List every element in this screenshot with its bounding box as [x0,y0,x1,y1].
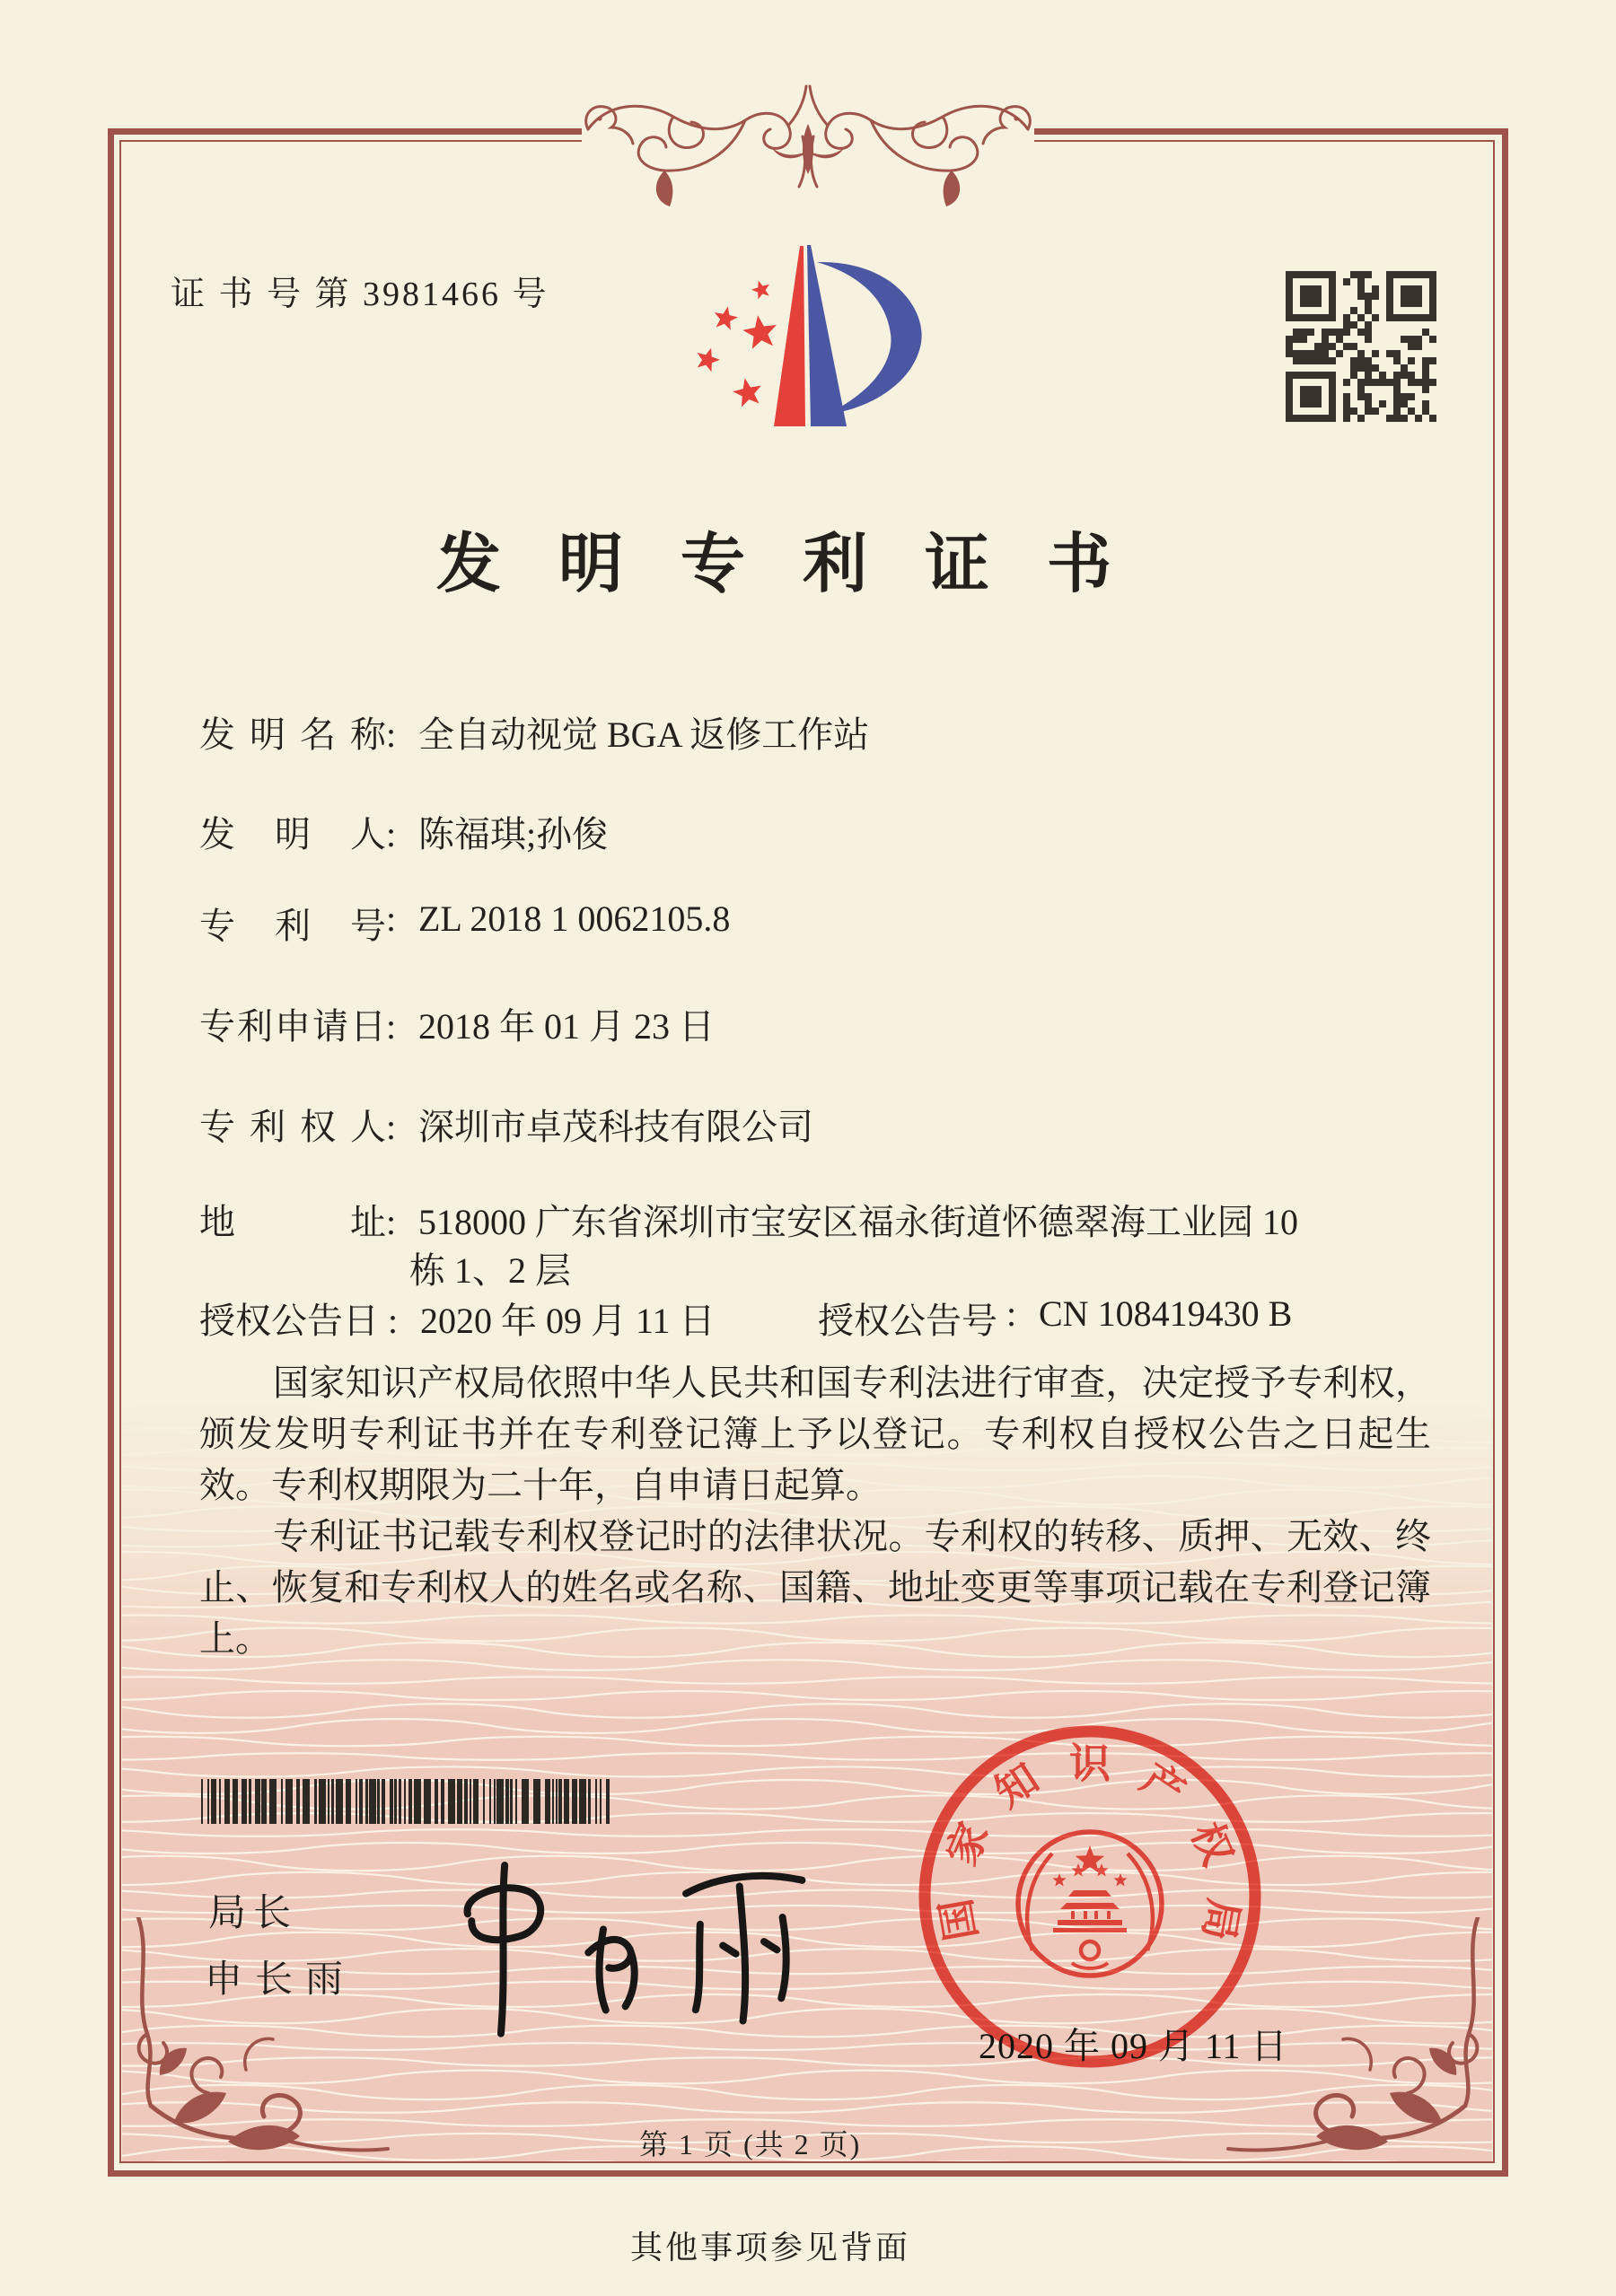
field-label: 专 利 号 [199,906,386,946]
director-name: 申长雨 [205,1959,356,2001]
certificate-number: 证 书 号 第 3981466 号 [171,276,549,313]
field-label: 专 利 申 请 日 [199,1006,386,1047]
field-row-grant-no: 授权公告号 : CN 108419430 B [818,1293,1292,1344]
field-row-filing-date: 专 利 申 请 日 : 2018 年 01 月 23 日 [199,998,715,1049]
grant-date-stamp: 2020 年 09 月 11 日 [979,2026,1288,2066]
field-label: 发 明 人 [199,814,386,854]
certificate-title: 发明专利证书 [436,529,1170,600]
field-label: 地 址 [199,1202,386,1242]
barcode-icon [201,1779,616,1824]
field-value: 2020 年 09 月 11 日 [420,1301,716,1341]
field-row-invention-name: 发 明 名 称 : 全自动视觉 BGA 返修工作站 [199,706,869,758]
legal-text-block [199,1357,1431,1664]
director-title: 局长 [208,1893,299,1934]
qr-code-icon [1282,267,1440,425]
field-value: 全自动视觉 BGA 返修工作站 [418,714,870,755]
body-paragraph-1: 国家知识产权局依照中华人民共和国专利法进行审查，决定授予专利权，颁发发明专利证书并在专利登记簿上予以登记。专利权自授权公告之日起生效。专利权期限为二十年，自申请日起算。 [199,1363,1431,1505]
field-value: ZL 2018 1 0062105.8 [418,898,731,939]
field-value-address-line2: 栋 1、2 层 [409,1250,571,1291]
field-row-patentee: 专 利 权 人 : 深圳市卓茂科技有限公司 [199,1099,813,1150]
field-value: 2018 年 01 月 23 日 [418,1006,715,1047]
field-value: CN 108419430 B [1039,1293,1293,1334]
svg-text:权: 权 [1182,1816,1242,1872]
svg-text:国: 国 [933,1895,986,1944]
field-row-address: 地 址 : 518000 广东省深圳市宝安区福永街道怀德翠海工业园 10 [199,1194,1298,1245]
page-indicator: 第 1 页 (共 2 页) [639,2128,862,2160]
body-paragraph-2: 专利证书记载专利权登记时的法律状况。专利权的转移、质押、无效、终止、恢复和专利权人的姓名或名称、国籍、地址变更等事项记载在专利登记簿上。 [199,1516,1431,1659]
svg-text:知: 知 [987,1755,1047,1817]
top-dragon-ornament [575,47,1041,217]
field-value: 陈福琪;孙俊 [418,814,609,854]
field-label: 专 利 权 人 [199,1107,386,1147]
signature-icon [448,1832,844,2058]
field-value: 518000 广东省深圳市宝安区福永街道怀德翠海工业园 10 [418,1202,1298,1242]
field-label: 授权公告日 [199,1301,379,1341]
field-row-inventor: 发 明 人 : 陈福琪;孙俊 [199,806,608,857]
field-row-grant: 授权公告日 : 2020 年 09 月 11 日 授权公告号 : CN 108419430 B [199,1293,1438,1344]
field-value: 深圳市卓茂科技有限公司 [418,1107,813,1147]
cnipa-logo [691,233,935,449]
field-row-patent-no: 专 利 号 : ZL 2018 1 0062105.8 [199,898,730,949]
svg-text:产: 产 [1133,1755,1193,1817]
field-label: 授权公告号 [818,1301,997,1341]
svg-text:识: 识 [1069,1740,1111,1787]
svg-text:局: 局 [1194,1895,1247,1944]
back-side-note: 其他事项参见背面 [630,2230,911,2265]
field-label: 发 明 名 称 [199,714,386,755]
svg-text:家: 家 [938,1816,997,1872]
